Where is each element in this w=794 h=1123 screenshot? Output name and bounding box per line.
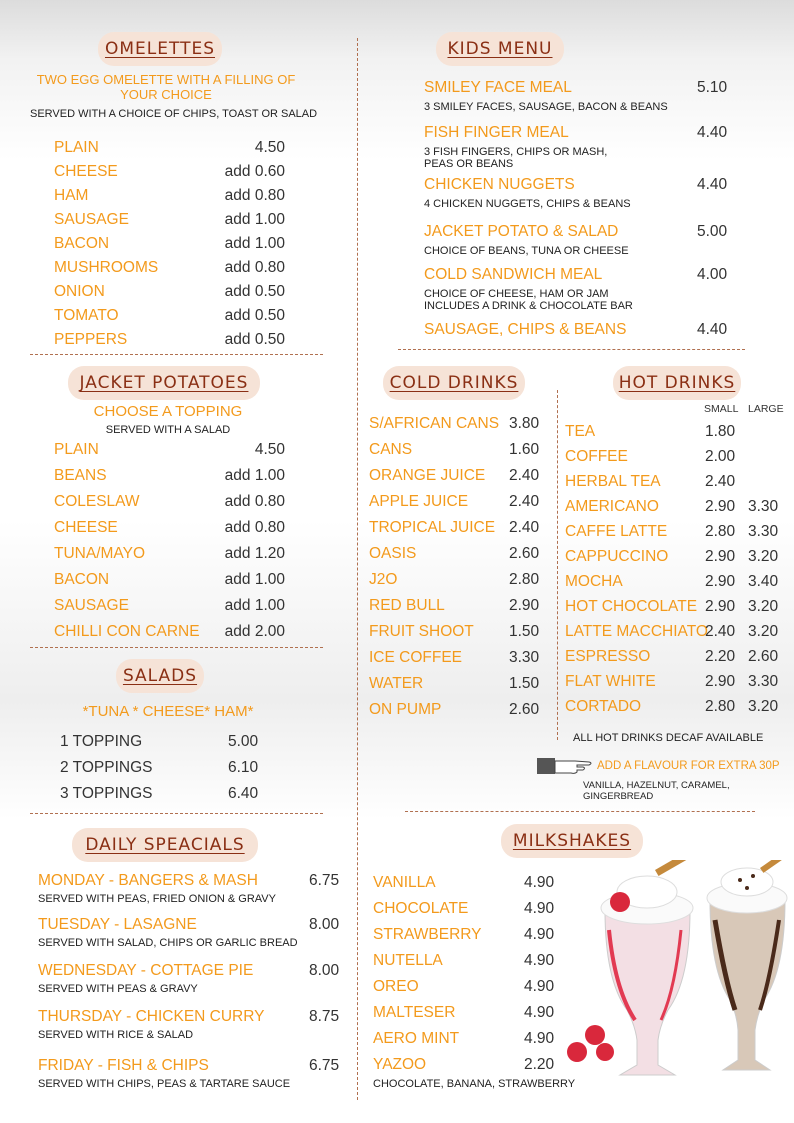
hot-drink-small-price: 2.20 (705, 648, 736, 665)
hot-drink-large-price: 3.30 (748, 523, 779, 540)
hot-drink-small-price: 2.90 (705, 673, 736, 690)
salads-toppings: *TUNA * CHEESE* HAM* (82, 703, 254, 720)
menu-item-price: add 0.80 (224, 519, 285, 536)
kids-meal-desc: CHOICE OF BEANS, TUNA OR CHEESE (424, 245, 629, 257)
kids-meal-name: SAUSAGE, CHIPS & BEANS (424, 321, 627, 338)
milkshake-name: VANILLA (373, 874, 436, 891)
cold-drink-price: 2.40 (509, 493, 540, 510)
cold-drink-price: 2.80 (509, 571, 540, 588)
milkshake-name: AERO MINT (373, 1030, 460, 1047)
menu-item-name: TUNA/MAYO (54, 545, 145, 562)
milkshake-name: YAZOO (373, 1056, 427, 1073)
milkshake-glasses-image (565, 860, 790, 1095)
cold-drink-price: 2.40 (509, 467, 540, 484)
hot-drink-name: FLAT WHITE (565, 673, 656, 690)
flavours-list: VANILLA, HAZELNUT, CARAMEL, GINGERBREAD (583, 780, 730, 802)
hot-drink-name: HERBAL TEA (565, 473, 661, 490)
salad-option-name: 3 TOPPINGS (60, 785, 153, 802)
menu-item-name: CHEESE (54, 519, 118, 536)
cold-drink-price: 3.30 (509, 649, 540, 666)
menu-item-price: add 1.00 (224, 597, 285, 614)
omelettes-intro-line1: TWO EGG OMELETTE WITH A FILLING OF (36, 72, 296, 87)
menu-item-price: add 1.00 (224, 571, 285, 588)
menu-item-name: ONION (54, 283, 105, 300)
kids-meal-price: 4.40 (697, 321, 728, 338)
hot-drink-large-price: 3.20 (748, 623, 779, 640)
hot-drink-small-price: 2.40 (705, 623, 736, 640)
kids-meal-name: JACKET POTATO & SALAD (424, 223, 619, 240)
cold-drink-name: TROPICAL JUICE (369, 519, 496, 536)
special-name: FRIDAY - FISH & CHIPS (38, 1057, 209, 1074)
cold-drink-name: S/AFRICAN CANS (369, 415, 500, 432)
cold-drink-price: 2.90 (509, 597, 540, 614)
hot-drink-small-price: 2.80 (705, 698, 736, 715)
hot-drink-name: HOT CHOCOLATE (565, 598, 698, 615)
menu-item-name: SAUSAGE (54, 597, 129, 614)
special-desc: SERVED WITH RICE & SALAD (38, 1029, 194, 1041)
kids-meal-name: SMILEY FACE MEAL (424, 79, 572, 96)
menu-item-price: add 0.50 (224, 331, 285, 348)
special-price: 6.75 (309, 872, 340, 889)
cold-drink-price: 1.50 (509, 623, 540, 640)
kids-meal-price: 4.40 (697, 176, 728, 193)
divider-kids (398, 349, 745, 350)
special-price: 6.75 (309, 1057, 340, 1074)
kids-meal-name: FISH FINGER MEAL (424, 124, 569, 141)
cold-drink-name: ON PUMP (369, 701, 442, 718)
kids-meal-price: 4.40 (697, 124, 728, 141)
hot-drink-name: COFFEE (565, 448, 628, 465)
cold-drink-price: 1.50 (509, 675, 540, 692)
special-price: 8.00 (309, 916, 340, 933)
jacket-served: SERVED WITH A SALAD (105, 424, 231, 436)
kids-meal-price: 4.00 (697, 266, 728, 283)
special-name: WEDNESDAY - COTTAGE PIE (38, 962, 254, 979)
hot-drink-small-price: 2.00 (705, 448, 736, 465)
hot-drink-small-price: 2.80 (705, 523, 736, 540)
cold-drink-name: CANS (369, 441, 413, 458)
menu-item-price: add 0.60 (224, 163, 285, 180)
hot-drink-name: LATTE MACCHIATO (565, 623, 708, 640)
kids-heading: KIDS MENU (436, 32, 564, 66)
menu-item-price: add 0.80 (224, 259, 285, 276)
cold-drink-name: ORANGE JUICE (369, 467, 486, 484)
divider-jacket (30, 647, 323, 648)
hot-drink-small-price: 2.90 (705, 598, 736, 615)
flavour-offer: ADD A FLAVOUR FOR EXTRA 30P (597, 760, 780, 772)
omelettes-intro (30, 72, 302, 102)
milkshake-price: 2.20 (524, 1056, 555, 1073)
menu-item-name: PLAIN (54, 139, 99, 156)
hot-drink-large-price: 3.40 (748, 573, 779, 590)
milkshakes-heading: MILKSHAKES (501, 824, 643, 858)
hot-drink-small-price: 2.90 (705, 498, 736, 515)
drinks-divider (557, 390, 558, 740)
milkshake-name: NUTELLA (373, 952, 443, 969)
cold-drink-price: 2.60 (509, 701, 540, 718)
kids-meal-price: 5.00 (697, 223, 728, 240)
special-desc: SERVED WITH PEAS & GRAVY (38, 983, 198, 995)
special-name: THURSDAY - CHICKEN CURRY (38, 1008, 265, 1025)
special-name: TUESDAY - LASAGNE (38, 916, 197, 933)
hot-drink-name: TEA (565, 423, 596, 440)
menu-item-price: add 2.00 (224, 623, 285, 640)
milkshake-price: 4.90 (524, 926, 555, 943)
milkshake-price: 4.90 (524, 1004, 555, 1021)
kids-meal-desc: 3 SMILEY FACES, SAUSAGE, BACON & BEANS (424, 101, 668, 113)
hot-drink-name: AMERICANO (565, 498, 659, 515)
menu-item-name: COLESLAW (54, 493, 140, 510)
kids-meal-name: CHICKEN NUGGETS (424, 176, 575, 193)
menu-item-name: HAM (54, 187, 89, 204)
kids-meal-name: COLD SANDWICH MEAL (424, 266, 603, 283)
kids-meal-desc: INCLUDES A DRINK & CHOCOLATE BAR (424, 300, 633, 312)
menu-item-price: add 1.00 (224, 235, 285, 252)
divider-omelettes (30, 354, 323, 355)
milkshake-price: 4.90 (524, 874, 555, 891)
divider-salads (30, 813, 323, 814)
hot-drink-large-price: 2.60 (748, 648, 779, 665)
special-desc: SERVED WITH CHIPS, PEAS & TARTARE SAUCE (38, 1078, 291, 1090)
salad-option-price: 6.40 (228, 785, 259, 802)
special-name: MONDAY - BANGERS & MASH (38, 872, 258, 889)
hot-drink-name: CORTADO (565, 698, 642, 715)
hot-drink-large-price: 3.20 (748, 698, 779, 715)
menu-item-name: MUSHROOMS (54, 259, 159, 276)
milkshake-price: 4.90 (524, 900, 555, 917)
cold-drink-name: FRUIT SHOOT (369, 623, 474, 640)
divider-drinks (405, 811, 755, 812)
decaf-note: ALL HOT DRINKS DECAF AVAILABLE (573, 732, 764, 744)
milkshake-name: CHOCOLATE (373, 900, 469, 917)
cold-drink-price: 1.60 (509, 441, 540, 458)
cold-drink-name: RED BULL (369, 597, 445, 614)
salad-option-price: 5.00 (228, 733, 259, 750)
kids-meal-desc: 3 FISH FINGERS, CHIPS OR MASH, (424, 146, 608, 158)
special-desc: SERVED WITH PEAS, FRIED ONION & GRAVY (38, 893, 276, 905)
special-price: 8.00 (309, 962, 340, 979)
menu-item-price: add 1.20 (224, 545, 285, 562)
special-price: 8.75 (309, 1008, 340, 1025)
cold-drink-price: 3.80 (509, 415, 540, 432)
menu-item-name: PEPPERS (54, 331, 128, 348)
menu-item-price: add 0.80 (224, 187, 285, 204)
menu-item-price: add 0.50 (224, 283, 285, 300)
jacket-choose: CHOOSE A TOPPING (93, 403, 243, 420)
hot-drink-name: MOCHA (565, 573, 623, 590)
salad-option-name: 2 TOPPINGS (60, 759, 153, 776)
omelettes-served: SERVED WITH A CHOICE OF CHIPS, TOAST OR SALAD (30, 108, 318, 120)
omelettes-heading: OMELETTES (98, 32, 222, 66)
cold-drink-name: APPLE JUICE (369, 493, 469, 510)
pointing-hand-icon (537, 756, 593, 776)
center-divider (357, 38, 358, 1100)
special-desc: SERVED WITH SALAD, CHIPS OR GARLIC BREAD (38, 937, 298, 949)
hot-drink-small-price: 1.80 (705, 423, 736, 440)
menu-item-price: 4.50 (254, 441, 285, 458)
kids-meal-desc: PEAS OR BEANS (424, 158, 514, 170)
cold-drink-price: 2.60 (509, 545, 540, 562)
milkshake-name: STRAWBERRY (373, 926, 482, 943)
salad-option-name: 1 TOPPING (60, 733, 143, 750)
milkshake-price: 4.90 (524, 978, 555, 995)
cold-drink-name: WATER (369, 675, 424, 692)
yazoo-flavours: CHOCOLATE, BANANA, STRAWBERRY (373, 1078, 576, 1090)
menu-item-name: BEANS (54, 467, 107, 484)
salad-option-price: 6.10 (228, 759, 259, 776)
hot-small-label: SMALL (704, 403, 739, 415)
specials-heading: DAILY SPEACIALS (72, 828, 258, 862)
hot-drink-small-price: 2.40 (705, 473, 736, 490)
milkshake-price: 4.90 (524, 952, 555, 969)
cold-drink-price: 2.40 (509, 519, 540, 536)
menu-item-price: 4.50 (254, 139, 285, 156)
menu-item-price: add 1.00 (224, 211, 285, 228)
menu-item-name: TOMATO (54, 307, 119, 324)
milkshake-name: OREO (373, 978, 419, 995)
menu-item-name: BACON (54, 235, 110, 252)
menu-item-name: SAUSAGE (54, 211, 129, 228)
jacket-heading: JACKET POTATOES (68, 366, 260, 400)
hot-large-label: LARGE (748, 403, 784, 415)
omelettes-intro-line2: YOUR CHOICE (120, 87, 212, 102)
menu-item-price: add 1.00 (224, 467, 285, 484)
cold-drink-name: J2O (369, 571, 398, 588)
hot-drink-large-price: 3.30 (748, 673, 779, 690)
kids-meal-price: 5.10 (697, 79, 728, 96)
hot-drinks-heading: HOT DRINKS (613, 366, 741, 400)
menu-item-name: CHEESE (54, 163, 118, 180)
milkshake-price: 4.90 (524, 1030, 555, 1047)
menu-item-name: CHILLI CON CARNE (54, 623, 200, 640)
kids-meal-desc: CHOICE OF CHEESE, HAM OR JAM (424, 288, 609, 300)
hot-drink-small-price: 2.90 (705, 548, 736, 565)
salads-heading: SALADS (116, 659, 204, 693)
cold-drinks-heading: COLD DRINKS (383, 366, 525, 400)
hot-drink-name: ESPRESSO (565, 648, 651, 665)
milkshake-name: MALTESER (373, 1004, 456, 1021)
hot-drink-large-price: 3.20 (748, 548, 779, 565)
menu-item-price: add 0.50 (224, 307, 285, 324)
hot-drink-name: CAPPUCCINO (565, 548, 669, 565)
menu-item-name: PLAIN (54, 441, 99, 458)
hot-drink-large-price: 3.30 (748, 498, 779, 515)
cold-drink-name: OASIS (369, 545, 417, 562)
hot-drink-name: CAFFE LATTE (565, 523, 668, 540)
kids-meal-desc: 4 CHICKEN NUGGETS, CHIPS & BEANS (424, 198, 631, 210)
hot-drink-large-price: 3.20 (748, 598, 779, 615)
menu-item-name: BACON (54, 571, 110, 588)
hot-drink-small-price: 2.90 (705, 573, 736, 590)
cold-drink-name: ICE COFFEE (369, 649, 463, 666)
menu-item-price: add 0.80 (224, 493, 285, 510)
